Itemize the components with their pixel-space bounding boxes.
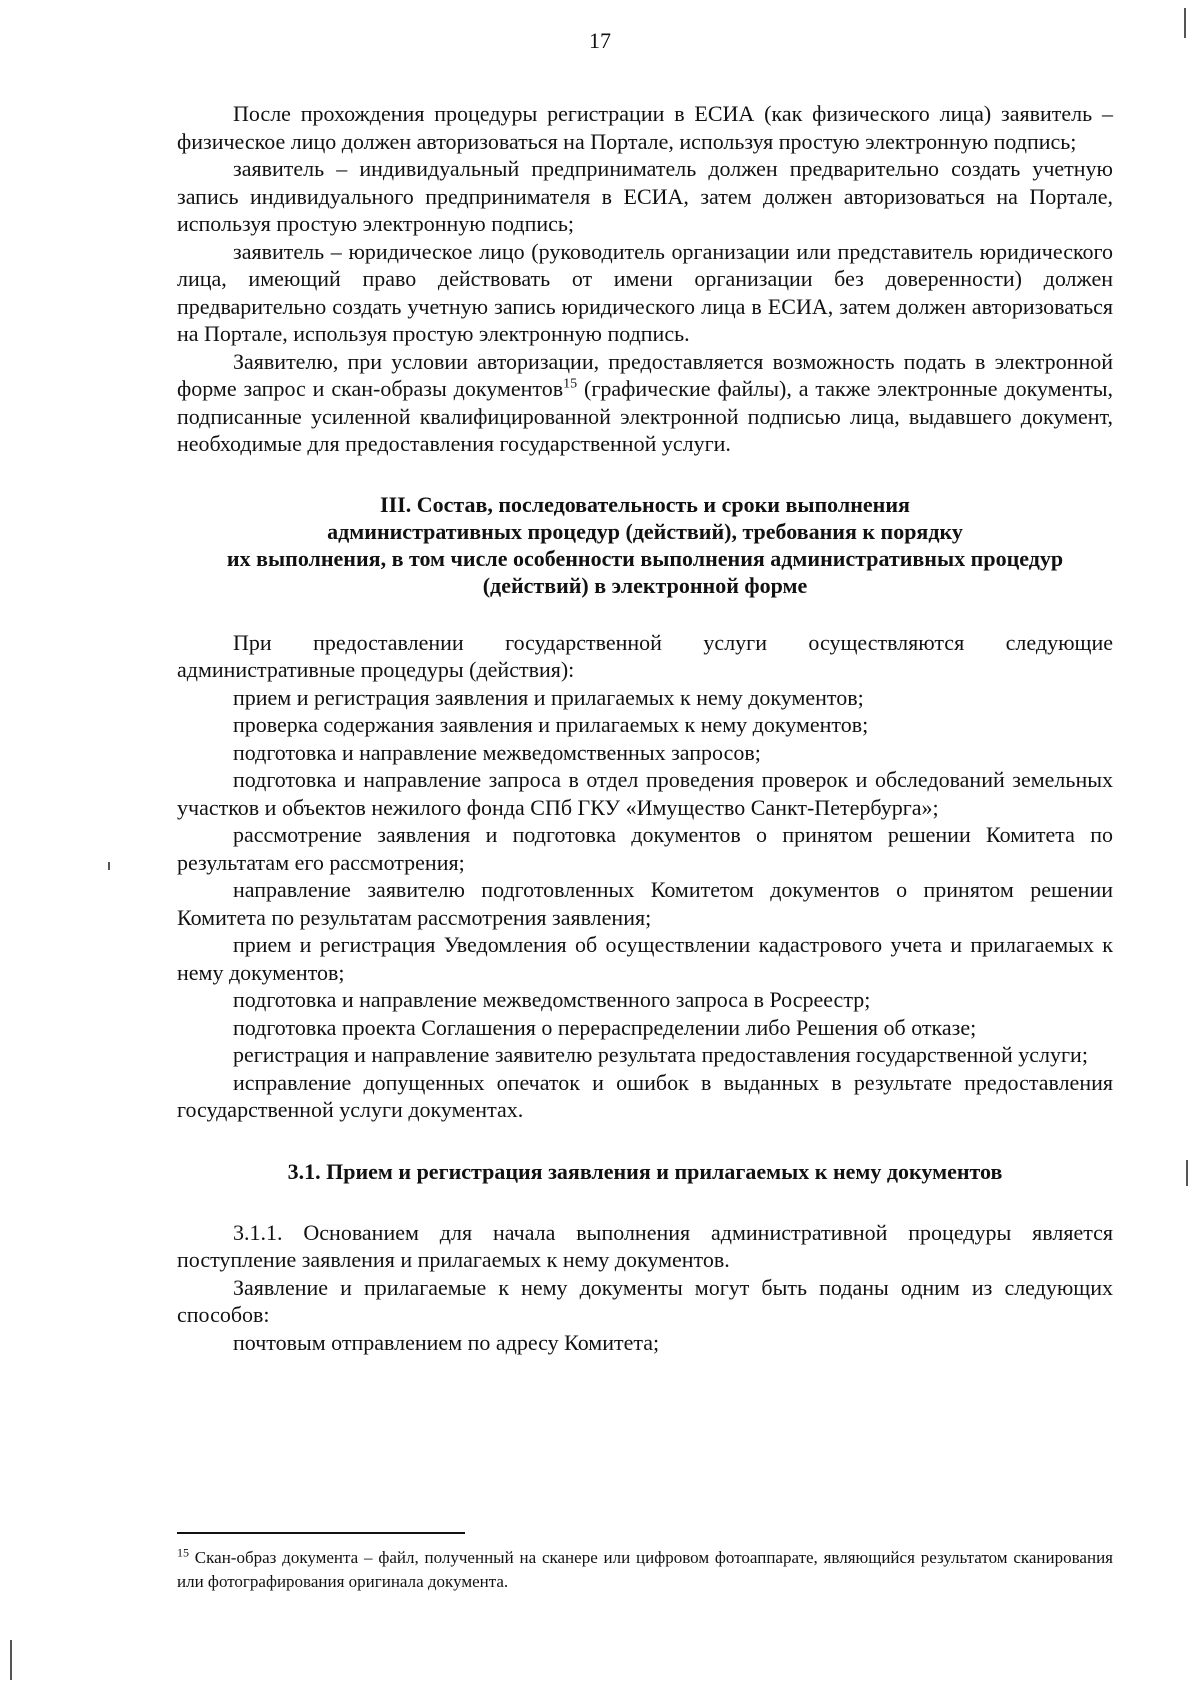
paragraph-electronic-request-text: Заявителю, при условии авторизации, предоставляется возможность подать в электронной форме запрос и скан-образы документов xyxy=(177,348,1113,401)
paragraph-3-1-1: 3.1.1. Основанием для начала выполнения административной процедуры является поступление заявления и прилагаемых к нему документов. xyxy=(177,1219,1113,1272)
procedure-item: регистрация и направление заявителю результата предоставления государственной услуги; xyxy=(233,1042,1088,1067)
paragraph-electronic-request-text-rest: (графические файлы), а также электронные документы, подписанные усиленной квалифицированной электронной подписью лица, выдавшего документ, необходимые для предоставления государственной услуги. xyxy=(177,376,1114,456)
footnote-separator xyxy=(177,1532,465,1534)
procedure-item: подготовка и направление запроса в отдел проведения проверок и обследований земельных участков и объектов нежилого фонда СПб ГКУ «Имущество Санкт-Петербурга»; xyxy=(177,767,1113,820)
procedures-intro: При предоставлении государственной услуги осуществляются следующие административные процедуры (действия): xyxy=(177,629,1113,682)
paragraph-esia-individual: После прохождения процедуры регистрации в ЕСИА (как физического лица) заявитель – физическое лицо должен авторизоваться на Портале, используя простую электронную подпись; xyxy=(177,101,1113,154)
section-heading-iii xyxy=(177,491,1113,599)
procedure-item: подготовка и направление межведомственных запросов; xyxy=(233,739,761,765)
procedure-item: исправление допущенных опечаток и ошибок в выданных в результате предоставления государственной услуги документах. xyxy=(177,1069,1113,1122)
footnote-reference[interactable]: 15 xyxy=(563,376,578,392)
section-heading-line: их выполнения, в том числе особенности выполнения административных процедур xyxy=(226,545,1064,571)
scan-artifact xyxy=(10,1640,12,1680)
section-heading-line: (действий) в электронной форме xyxy=(482,572,808,598)
procedure-item: прием и регистрация Уведомления об осуществлении кадастрового учета и прилагаемых к нему документов; xyxy=(177,932,1113,985)
subsection-heading-3-1: 3.1. Прием и регистрация заявления и прилагаемых к нему документов xyxy=(287,1158,1003,1184)
section-heading-line: III. Состав, последовательность и сроки выполнения xyxy=(380,491,910,517)
section-heading-line: административных процедур (действий), требования к порядку xyxy=(327,518,963,544)
procedure-item: подготовка проекта Соглашения о перераспределении либо Решения об отказе; xyxy=(233,1014,977,1040)
footnote-marker: 15 xyxy=(177,1545,189,1560)
procedure-item: прием и регистрация заявления и прилагаемых к нему документов; xyxy=(233,684,864,710)
scan-artifact xyxy=(108,862,110,870)
page-number: 17 xyxy=(589,28,611,53)
paragraph-submission-methods: Заявление и прилагаемые к нему документы могут быть поданы одним из следующих способов: xyxy=(177,1274,1113,1327)
procedure-item: проверка содержания заявления и прилагаемых к нему документов; xyxy=(233,712,869,737)
procedure-item: рассмотрение заявления и подготовка документов о принятом решении Комитета по результатам его рассмотрения; xyxy=(177,822,1113,875)
scan-artifact xyxy=(1184,8,1186,38)
paragraph-esia-legal-entity: заявитель – юридическое лицо (руководитель организации или представитель юридического лица, имеющий право действовать от имени организации без доверенности) должен предварительно создать учетную запись юридического лица в ЕСИА, затем должен авторизоваться на Портале, используя простую электронную подпись. xyxy=(177,238,1113,346)
scan-artifact xyxy=(1186,1160,1188,1186)
paragraph-postal-method: почтовым отправлением по адресу Комитета; xyxy=(233,1329,660,1355)
paragraph-electronic-request xyxy=(177,348,1113,458)
page-body xyxy=(177,100,1113,1356)
procedure-item: направление заявителю подготовленных Комитетом документов о принятом решении Комитета по результатам рассмотрения заявления; xyxy=(177,877,1113,930)
footnote-text: Скан-образ документа – файл, полученный на сканере или цифровом фотоаппарате, являющийся результатом сканирования или фотографирования оригинала документа. xyxy=(177,1548,1113,1591)
procedure-item: подготовка и направление межведомственного запроса в Росреестр; xyxy=(233,987,871,1012)
paragraph-esia-entrepreneur: заявитель – индивидуальный предприниматель должен предварительно создать учетную запись индивидуального предпринимателя в ЕСИА, затем должен авторизоваться на Портале, используя простую электронную подпись; xyxy=(177,156,1113,236)
footnote-15 xyxy=(177,1546,1113,1594)
